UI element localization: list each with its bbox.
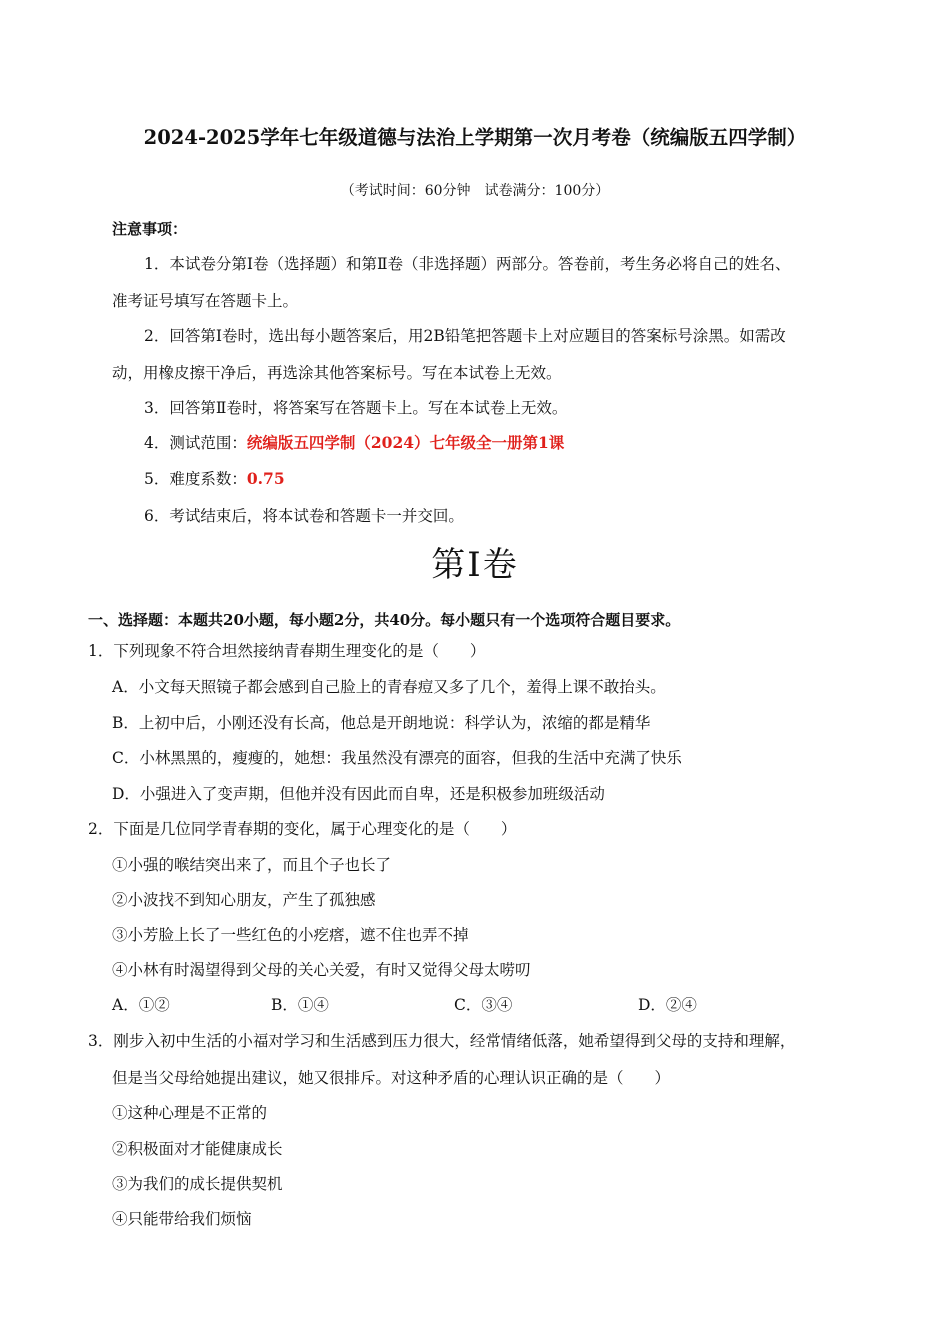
- exam-title: 2024-2025学年七年级道德与法治上学期第一次月考卷（统编版五四学制）: [143, 126, 807, 149]
- notice-item-4: [144, 433, 564, 453]
- test-scope-value: 统编版五四学制（2024）七年级全一册第1课: [246, 433, 565, 452]
- notice-heading: 注意事项：: [112, 220, 188, 238]
- question-1-option-b: B．上初中后，小刚还没有长高，他总是开朗地说：科学认为，浓缩的都是精华: [112, 714, 651, 732]
- section-heading: 一、选择题：本题共20小题，每小题2分，共40分。每小题只有一个选项符合题目要求。: [88, 611, 681, 629]
- question-1-option-a: A．小文每天照镜子都会感到自己脸上的青春痘又多了几个，羞得上课不敢抬头。: [112, 678, 666, 696]
- notice-item-5-prefix: 5．难度系数：: [144, 470, 247, 488]
- question-3-stem-line-2: 但是当父母给她提出建议，她又很排斥。对这种矛盾的心理认识正确的是（ ）: [112, 1069, 671, 1087]
- question-2-statement-2: ②小波找不到知心朋友，产生了孤独感: [112, 891, 376, 909]
- question-3-statement-1: ①这种心理是不正常的: [112, 1104, 268, 1122]
- volume-title: 第Ⅰ卷: [431, 545, 519, 585]
- question-2-option-d: D．②④: [638, 996, 697, 1014]
- exam-subtitle: （考试时间：60分钟 试卷满分：100分）: [340, 183, 610, 199]
- notice-item-2-line-1: 2．回答第Ⅰ卷时，选出每小题答案后，用2B铅笔把答题卡上对应题目的答案标号涂黑。如需改: [144, 327, 786, 345]
- question-2-option-c: C．③④: [454, 996, 513, 1014]
- notice-item-5: [144, 469, 285, 489]
- question-2-statement-3: ③小芳脸上长了一些红色的小疙瘩，遮不住也弄不掉: [112, 926, 469, 944]
- question-2-statement-4: ④小林有时渴望得到父母的关心关爱，有时又觉得父母太唠叨: [112, 961, 531, 979]
- notice-item-3: 3．回答第Ⅱ卷时，将答案写在答题卡上。写在本试卷上无效。: [144, 399, 568, 417]
- difficulty-value: 0.75: [246, 469, 285, 488]
- question-2-stem: 2．下面是几位同学青春期的变化，属于心理变化的是（ ）: [88, 820, 517, 838]
- question-2-statement-1: ①小强的喉结突出来了，而且个子也长了: [112, 856, 392, 874]
- notice-item-1-line-1: 1．本试卷分第Ⅰ卷（选择题）和第Ⅱ卷（非选择题）两部分。答卷前，考生务必将自己的姓名、: [144, 255, 791, 273]
- notice-item-2-line-2: 动，用橡皮擦干净后，再选涂其他答案标号。写在本试卷上无效。: [112, 364, 562, 382]
- question-1-stem: 1．下列现象不符合坦然接纳青春期生理变化的是（ ）: [88, 642, 486, 660]
- question-3-stem-line-1: 3．刚步入初中生活的小福对学习和生活感到压力很大，经常情绪低落，她希望得到父母的支持和理解，: [88, 1032, 796, 1050]
- notice-item-1-line-2: 准考证号填写在答题卡上。: [112, 292, 299, 310]
- question-3-statement-3: ③为我们的成长提供契机: [112, 1175, 283, 1193]
- question-2-option-b: B．①④: [271, 996, 329, 1014]
- question-3-statement-2: ②积极面对才能健康成长: [112, 1140, 283, 1158]
- question-1-option-d: D．小强进入了变声期，但他并没有因此而自卑，还是积极参加班级活动: [112, 785, 605, 803]
- question-3-statement-4: ④只能带给我们烦恼: [112, 1210, 252, 1228]
- notice-item-4-prefix: 4．测试范围：: [144, 434, 247, 452]
- question-2-option-a: A．①②: [112, 996, 170, 1014]
- notice-item-6: 6．考试结束后，将本试卷和答题卡一并交回。: [144, 507, 464, 525]
- question-1-option-c: C．小林黑黑的，瘦瘦的，她想：我虽然没有漂亮的面容，但我的生活中充满了快乐: [112, 749, 682, 767]
